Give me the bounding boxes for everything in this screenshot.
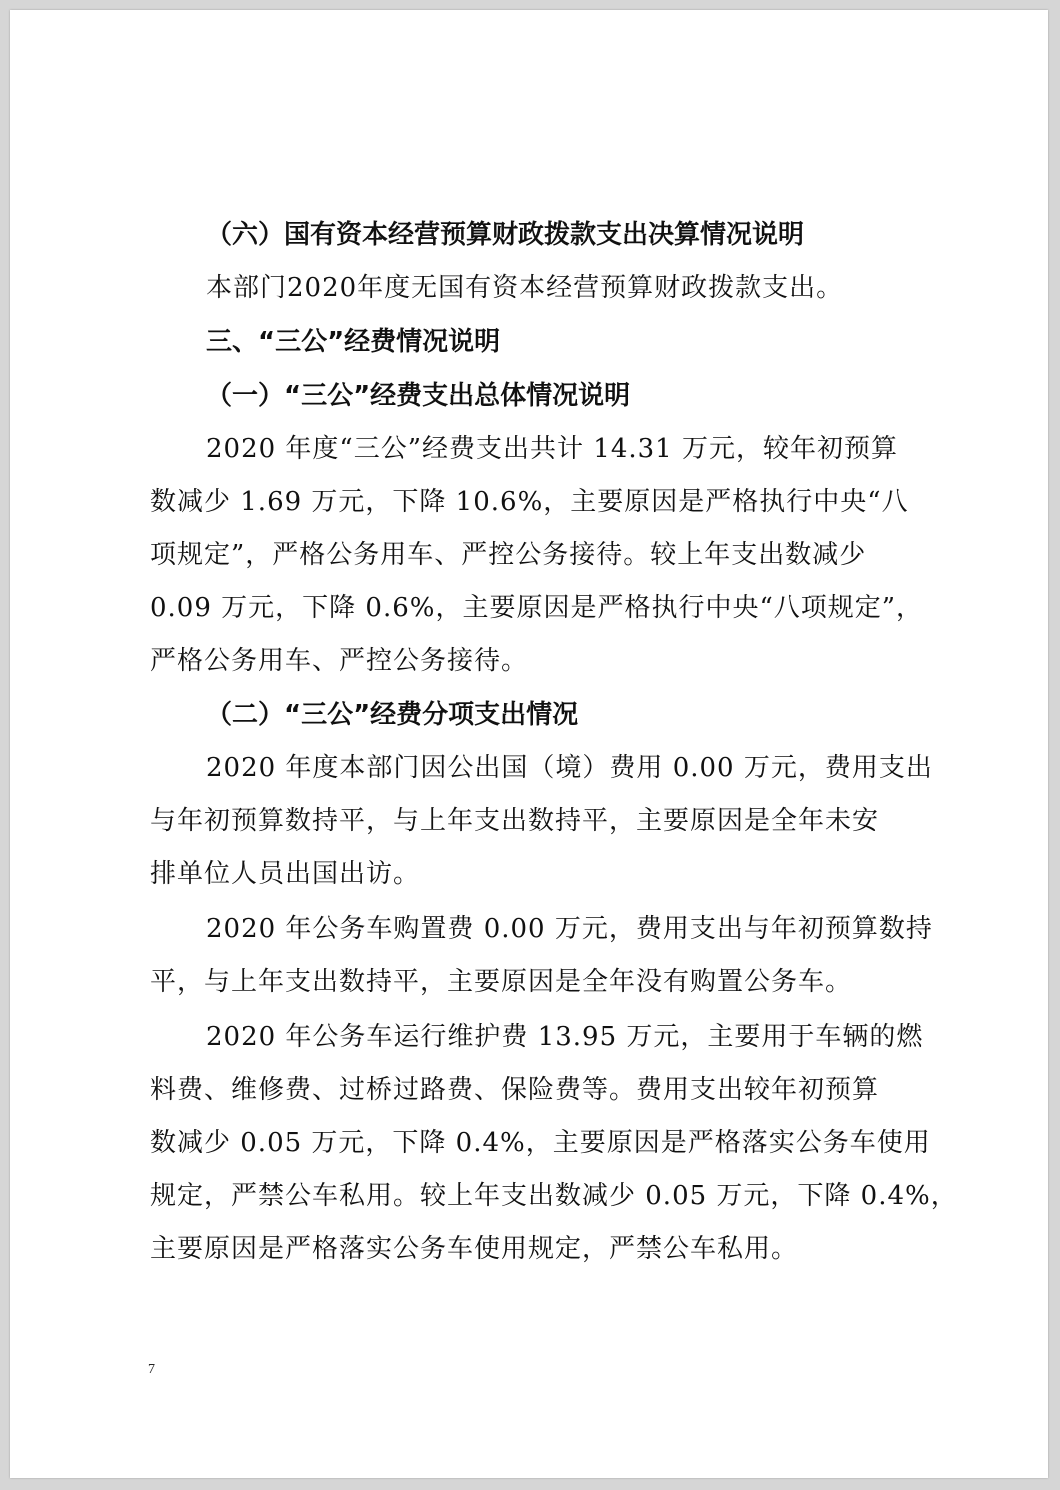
paragraph-line: 2020 年度本部门因公出国（境）费用 0.00 万元，费用支出 xyxy=(206,753,933,783)
paragraph-line: 主要原因是严格落实公务车使用规定，严禁公车私用。 xyxy=(150,1234,799,1264)
paragraph-line: 规定，严禁公车私用。较上年支出数减少 0.05 万元，下降 0.4%， xyxy=(150,1181,958,1211)
heading-state-capital-budget: （六）国有资本经营预算财政拨款支出决算情况说明 xyxy=(206,220,805,250)
heading-overall-expenses: （一）“三公”经费支出总体情况说明 xyxy=(206,381,631,411)
paragraph-line: 料费、维修费、过桥过路费、保险费等。费用支出较年初预算 xyxy=(150,1075,880,1105)
section-three-public-expenses: 三、“三公”经费情况说明 xyxy=(206,327,501,357)
paragraph-overseas-travel xyxy=(150,742,940,901)
paragraph-line: 排单位人员出国出访。 xyxy=(150,859,421,889)
paragraph-line: 严格公务用车、严控公务接待。 xyxy=(150,646,529,676)
paragraph-line: 与年初预算数持平，与上年支出数持平，主要原因是全年未安 xyxy=(150,806,880,836)
page-number: 7 xyxy=(148,1362,155,1377)
paragraph-overall-expenses xyxy=(150,423,940,688)
paragraph-vehicle-purchase xyxy=(150,903,940,1009)
paragraph-line: 2020 年公务车运行维护费 13.95 万元，主要用于车辆的燃 xyxy=(206,1022,924,1052)
paragraph-state-capital-budget xyxy=(150,262,940,315)
heading-itemized-expenses: （二）“三公”经费分项支出情况 xyxy=(206,700,579,730)
paragraph-line: 2020 年公务车购置费 0.00 万元，费用支出与年初预算数持 xyxy=(206,914,933,944)
paragraph-line: 0.09 万元，下降 0.6%，主要原因是严格执行中央“八项规定”， xyxy=(150,593,924,623)
paragraph-line: 项规定”，严格公务用车、严控公务接待。较上年支出数减少 xyxy=(150,540,867,570)
paragraph-vehicle-maintenance xyxy=(150,1011,958,1276)
paragraph-line: 数减少 1.69 万元，下降 10.6%，主要原因是严格执行中央“八 xyxy=(150,487,909,517)
paragraph-line: 本部门2020年度无国有资本经营预算财政拨款支出。 xyxy=(206,273,844,303)
page-content xyxy=(150,208,958,1276)
paragraph-line: 数减少 0.05 万元，下降 0.4%，主要原因是严格落实公务车使用 xyxy=(150,1128,931,1158)
paragraph-line: 平，与上年支出数持平，主要原因是全年没有购置公务车。 xyxy=(150,967,853,997)
document-page xyxy=(10,10,1048,1478)
paragraph-line: 2020 年度“三公”经费支出共计 14.31 万元，较年初预算 xyxy=(206,434,898,464)
